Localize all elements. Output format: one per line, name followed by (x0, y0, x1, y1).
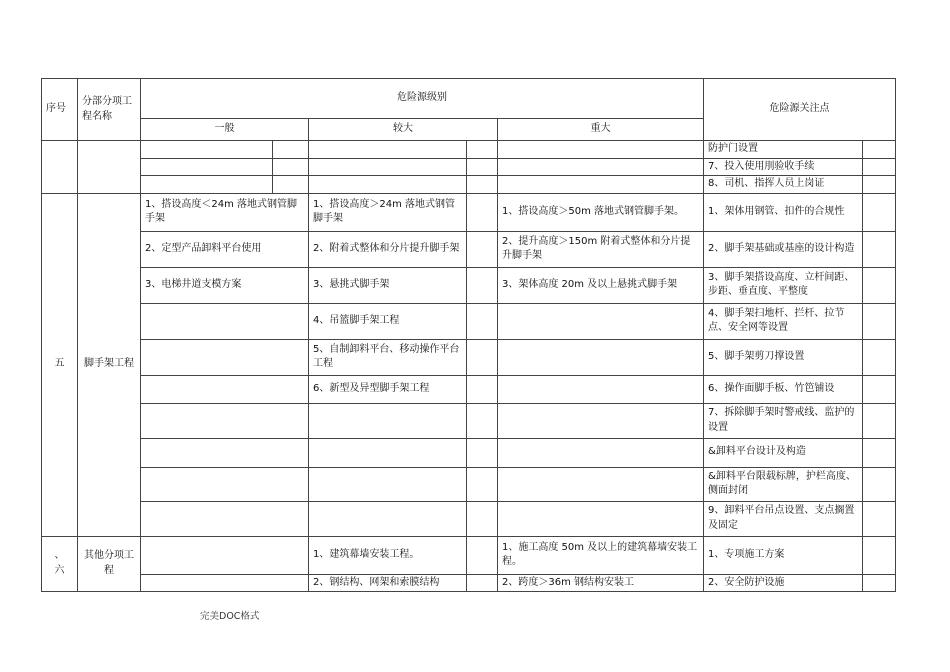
focus-cell: 1、专项施工方案 (704, 536, 863, 574)
pre-name-cell (78, 141, 141, 194)
header-seq: 序号 (42, 79, 78, 141)
footer-watermark: 完美DOC格式 (200, 611, 260, 622)
larger-cell: 2、附着式整体和分片提升脚手架 (309, 231, 467, 267)
header-level-major: 重大 (498, 119, 704, 141)
header-level-larger: 较大 (309, 119, 498, 141)
major-cell: 3、架体高度 20m 及以上悬挑式脚手架 (498, 267, 704, 303)
focus-cell: 8、司机、指挥人员上岗证 (704, 176, 863, 194)
section6-seq (42, 536, 78, 592)
section5-name: 脚手架工程 (78, 193, 141, 536)
header-hazard-focus: 危险源关注点 (704, 79, 896, 141)
larger-cell: 4、吊篮脚手架工程 (309, 303, 467, 339)
focus-cell: 2、安全防护设施 (704, 574, 863, 592)
focus-cell: 7、拆除脚手架时警戒线、监护的设置 (704, 403, 863, 438)
focus-cell: 6、操作面脚手板、竹笆铺设 (704, 375, 863, 403)
larger-cell: 2、钢结构、网架和索膜结构 (309, 574, 467, 592)
section5-seq: 五 (42, 193, 78, 536)
focus-cell: 3、脚手架搭设高度、立杆间距、步距、垂直度、平整度 (704, 267, 863, 303)
header-hazard-level: 危险源级别 (141, 79, 704, 119)
larger-cell: 1、建筑幕墙安装工程。 (309, 536, 467, 574)
pre-seq-cell (42, 141, 78, 194)
larger-cell: 5、自制卸料平台、移动操作平台工程 (309, 339, 467, 375)
focus-cell: &卸料平台设计及构造 (704, 438, 863, 467)
focus-cell: &卸料平台限载标牌，护栏高度、侧面封闭 (704, 467, 863, 501)
focus-cell: 4、脚手架扫地杆、拦杆、拉节点、安全网等设置 (704, 303, 863, 339)
section6-seq-line2: 六 (54, 564, 65, 576)
focus-cell: 防护门设置 (704, 141, 863, 159)
larger-cell: 6、新型及异型脚手架工程 (309, 375, 467, 403)
normal-cell: 2、定型产品卸料平台使用 (141, 231, 309, 267)
major-cell: 1、搭设高度＞50m 落地式钢管脚手架。 (498, 193, 704, 231)
major-cell: 1、施工高度 50m 及以上的建筑幕墙安装工程。 (498, 536, 704, 574)
normal-cell: 3、电梯井道支模方案 (141, 267, 309, 303)
major-cell: 2、提升高度＞150m 附着式整体和分片提升脚手架 (498, 231, 704, 267)
hazard-table (41, 78, 896, 592)
larger-cell: 1、搭设高度＞24m 落地式钢管脚手架 (309, 193, 467, 231)
section6-name: 其他分项工程 (78, 536, 141, 592)
normal-cell: 1、搭设高度＜24m 落地式钢管脚手架 (141, 193, 309, 231)
focus-cell: 1、架体用钢管、扣件的合规性 (704, 193, 863, 231)
focus-cell: 2、脚手架基础或基座的设计构造 (704, 231, 863, 267)
focus-cell: 7、投入使用刖验收手续 (704, 158, 863, 176)
focus-cell: 5、脚手架剪刀撑设置 (704, 339, 863, 375)
header-level-normal: 一般 (141, 119, 309, 141)
larger-cell: 3、悬挑式脚手架 (309, 267, 467, 303)
focus-cell: 9、卸料平台吊点设置、支点搁置及固定 (704, 501, 863, 536)
major-cell: 2、跨度＞36m 钢结构安装工 (498, 574, 704, 592)
header-project-name: 分部分项工程名称 (78, 79, 141, 141)
section6-seq-line1: 、 (54, 550, 65, 562)
